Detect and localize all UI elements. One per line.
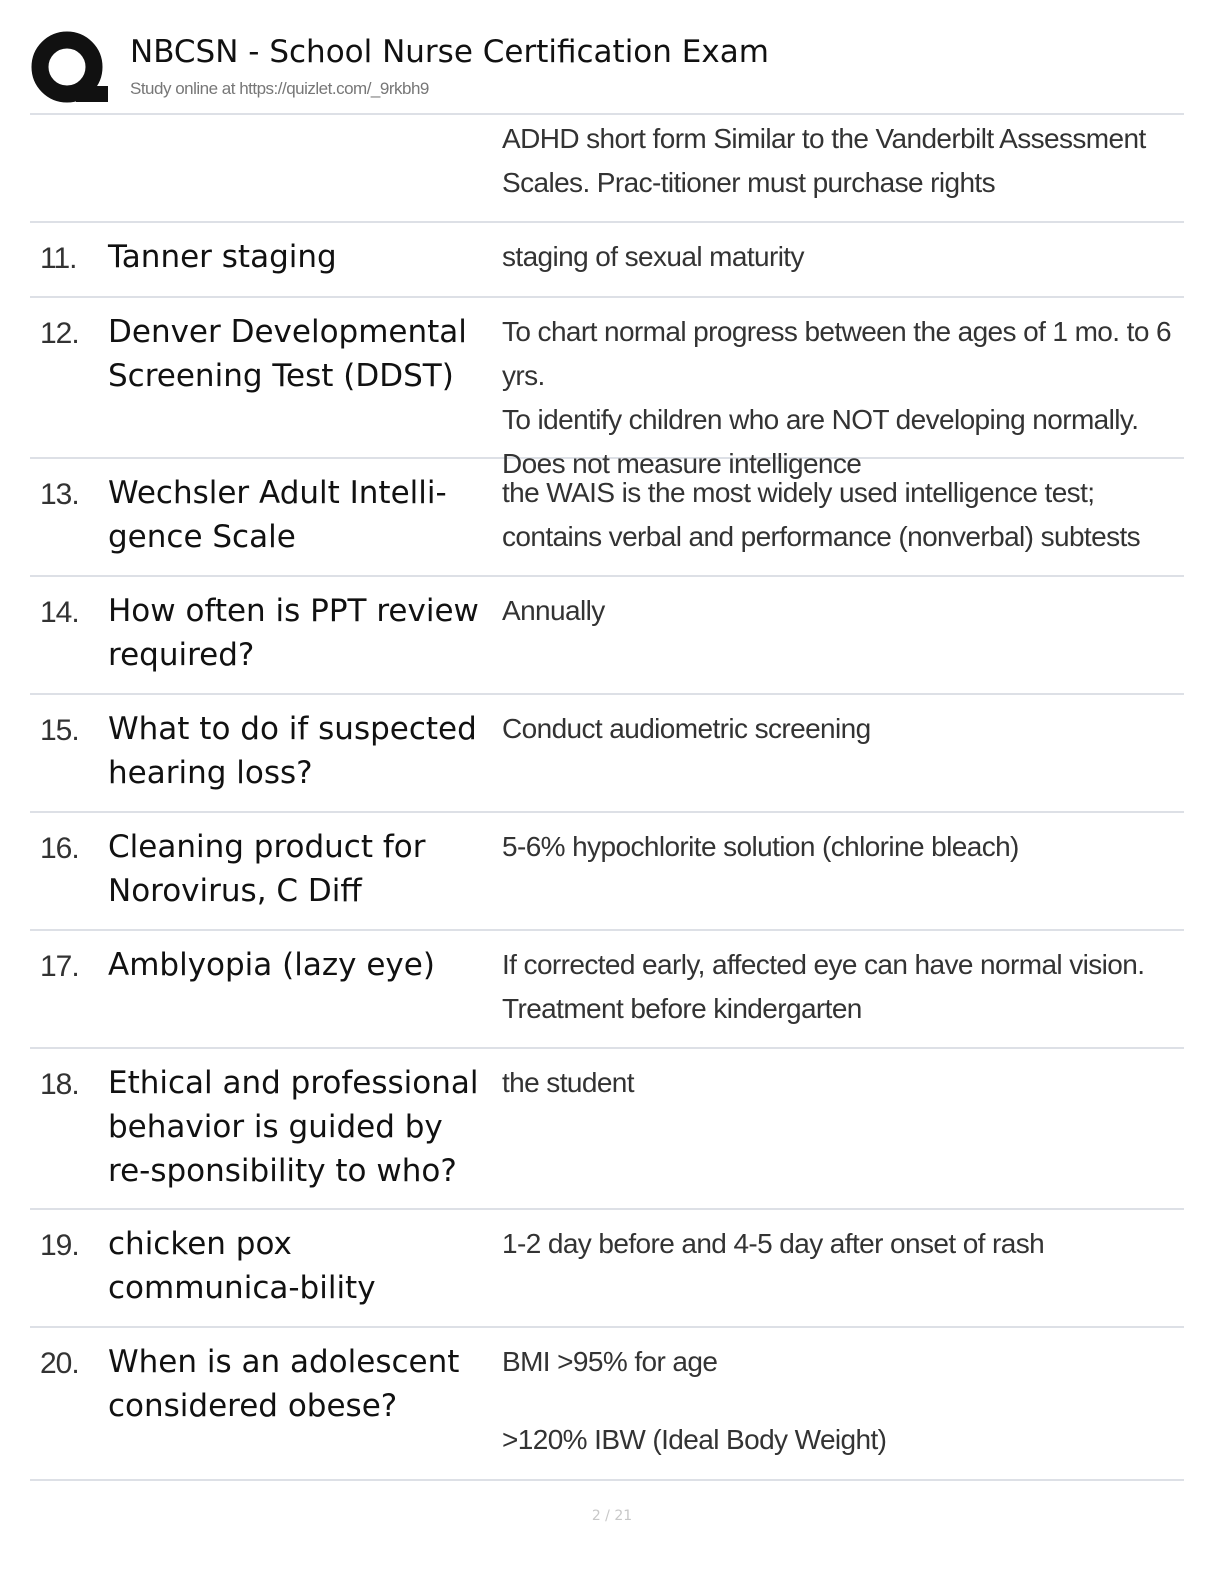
definition-line: ADHD short form Similar to the Vanderbilt Assessment Scales. Prac-titioner must purchase rights [502,123,1146,198]
card-term: Amblyopia (lazy eye) [108,947,435,983]
card-row [30,459,1184,577]
card-number: 20. [40,1347,79,1380]
quizlet-q-logo-icon [30,30,108,108]
study-link[interactable]: Study online at https://quizlet.com/_9rkbh9 [130,79,429,98]
card-number: 11. [40,242,77,275]
card-term: Tanner staging [108,239,337,275]
card-row [30,115,1184,223]
page-header [30,28,1190,114]
card-definition [502,943,1177,1031]
card-term: Cleaning product for Norovirus, C Diff [108,829,426,909]
page-number: 2 / 21 [591,1508,633,1524]
card-number: 14. [40,596,79,629]
document-title: NBCSN - School Nurse Certification Exam [130,34,769,70]
card-row [30,1210,1184,1328]
card-definition [502,707,1177,751]
definition-line: BMI >95% for age [502,1346,718,1377]
definition-line: the WAIS is the most widely used intelligence test; contains verbal and performance (nonverbal) subtests [502,477,1141,552]
card-definition [502,1222,1177,1266]
card-term: How often is PPT review required? [108,593,479,673]
card-definition [502,825,1177,869]
definition-line: Conduct audiometric screening [502,713,871,744]
definition-line: staging of sexual maturity [502,241,804,272]
card-definition [502,117,1177,205]
card-row [30,695,1184,813]
card-definition [502,235,1177,279]
flashcard-list [30,113,1184,1481]
card-number: 12. [40,317,79,350]
card-definition [502,1340,1177,1462]
definition-line: 1-2 day before and 4-5 day after onset of rash [502,1228,1045,1259]
definition-line: 5-6% hypochlorite solution (chlorine bleach) [502,831,1019,862]
card-term: chicken pox communica-bility [108,1226,376,1306]
card-number: 18. [40,1068,79,1101]
card-row [30,931,1184,1049]
card-term: What to do if suspected hearing loss? [108,711,477,791]
card-row [30,298,1184,479]
card-row [30,577,1184,695]
definition-line: If corrected early, affected eye can have normal vision. Treatment before kindergarten [502,949,1145,1024]
card-term: Wechsler Adult Intelli-gence Scale [108,475,447,555]
card-definition [502,471,1177,559]
card-term: When is an adolescent considered obese? [108,1344,460,1424]
card-row [30,1049,1184,1210]
card-term: Ethical and professional behavior is guided by re-sponsibility to who? [108,1065,479,1189]
definition-line: Annually [502,595,605,626]
definition-line: >120% IBW (Ideal Body Weight) [502,1424,887,1455]
card-row [30,223,1184,298]
definition-line: To identify children who are NOT developing normally. Does not measure intelligence [502,404,1139,479]
card-definition [502,589,1177,633]
card-term: Denver Developmental Screening Test (DDST) [108,314,467,394]
card-definition [502,1061,1177,1105]
card-number: 19. [40,1229,79,1262]
card-number: 15. [40,714,79,747]
card-row [30,813,1184,931]
definition-line: the student [502,1067,634,1098]
definition-line: To chart normal progress between the ages of 1 mo. to 6 yrs. [502,316,1171,391]
card-number: 13. [40,478,79,511]
card-number: 17. [40,950,79,983]
card-number: 16. [40,832,79,865]
card-row [30,1328,1184,1481]
